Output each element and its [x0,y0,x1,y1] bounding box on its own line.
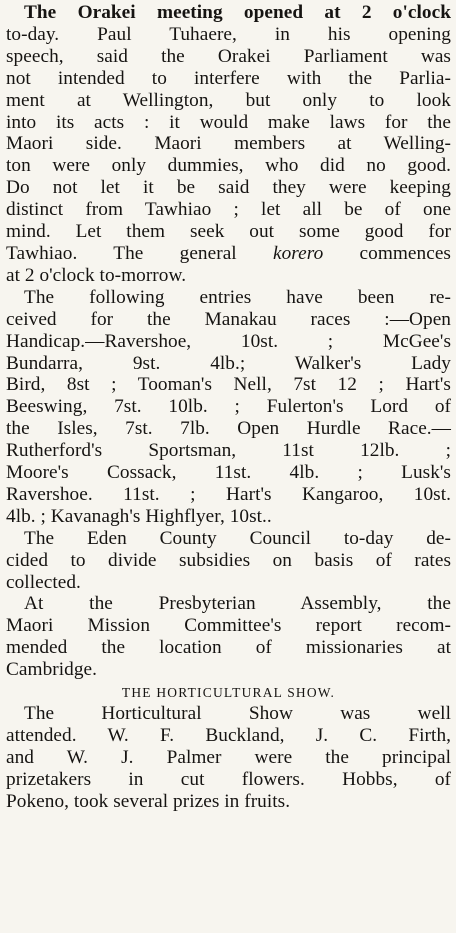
text-line: at 2 o'clock to-morrow. [6,264,187,286]
text-line: Cambridge. [6,659,97,681]
paragraph-presbyterian-assembly [6,593,451,681]
text-line: mended the location of missionaries at [6,637,451,659]
text-line: collected. [6,571,81,593]
text-line: ton were only dummies, who did no good. [6,155,451,177]
text-line: Pokeno, took several prizes in fruits. [6,790,291,812]
text-line: ceived for the Manakau races :—Open [6,308,451,330]
text-line: Beeswing, 7st. 10lb. ; Fulerton's Lord of [6,396,451,418]
text-line: Rutherford's Sportsman, 11st 12lb. ; [6,440,451,462]
text-line: and W. J. Palmer were the principal [6,746,451,768]
italic-word: korero [272,242,324,264]
paragraph-manakau-races [6,287,451,528]
text-line: The Orakei meeting opened at 2 o'clock [24,2,451,23]
paragraph-eden-county [6,528,451,594]
text-line: The Eden County Council to-day de- [24,527,451,549]
paragraph-orakei-meeting [6,2,451,287]
text-line: At the Presbyterian Assembly, the [24,593,451,615]
text-line: speech, said the Orakei Parliament was [6,45,451,67]
text-line: The Horticultural Show was well [24,703,451,725]
text-line: into its acts : it would make laws for the [6,111,451,133]
text-line: Ravershoe. 11st. ; Hart's Kangaroo, 10st. [6,483,451,505]
text-line: 4lb. ; Kavanagh's Highflyer, 10st.. [6,505,272,527]
text-line: Maori Mission Committee's report recom- [6,615,451,637]
text-line: Bird, 8st ; Tooman's Nell, 7st 12 ; Hart's [6,374,451,396]
text-line: cided to divide subsidies on basis of rates [6,549,451,571]
text-line: Maori side. Maori members at Welling- [6,133,451,155]
text-line: Handicap.—Ravershoe, 10st. ; McGee's [6,330,451,352]
text-line: Bundarra, 9st. 4lb.; Walker's Lady [6,352,451,374]
section-heading: THE HORTICULTURAL SHOW. [121,685,336,701]
text-fragment: Tawhiao. The general [6,242,273,264]
text-line: the Isles, 7st. 7lb. Open Hurdle Race.— [6,418,451,440]
text-line: attended. W. F. Buckland, J. C. Firth, [6,725,451,746]
text-line: Moore's Cossack, 11st. 4lb. ; Lusk's [6,462,451,484]
text-line: prizetakers in cut flowers. Hobbs, of [6,768,451,790]
text-line: to-day. Paul Tuhaere, in his opening [6,23,451,45]
paragraph-horticultural-show [6,703,451,813]
text-line: Do not let it be said they were keeping [6,177,451,199]
text-line: The following entries have been re- [24,286,451,308]
text-line: mind. Let them seek out some good for [6,221,451,243]
text-line: ment at Wellington, but only to look [6,89,451,111]
text-line: not intended to interfere with the Parlia- [6,67,451,89]
text-line: distinct from Tawhiao ; let all be of one [6,199,451,221]
text-line [6,243,451,265]
text-fragment: commences [323,242,451,264]
